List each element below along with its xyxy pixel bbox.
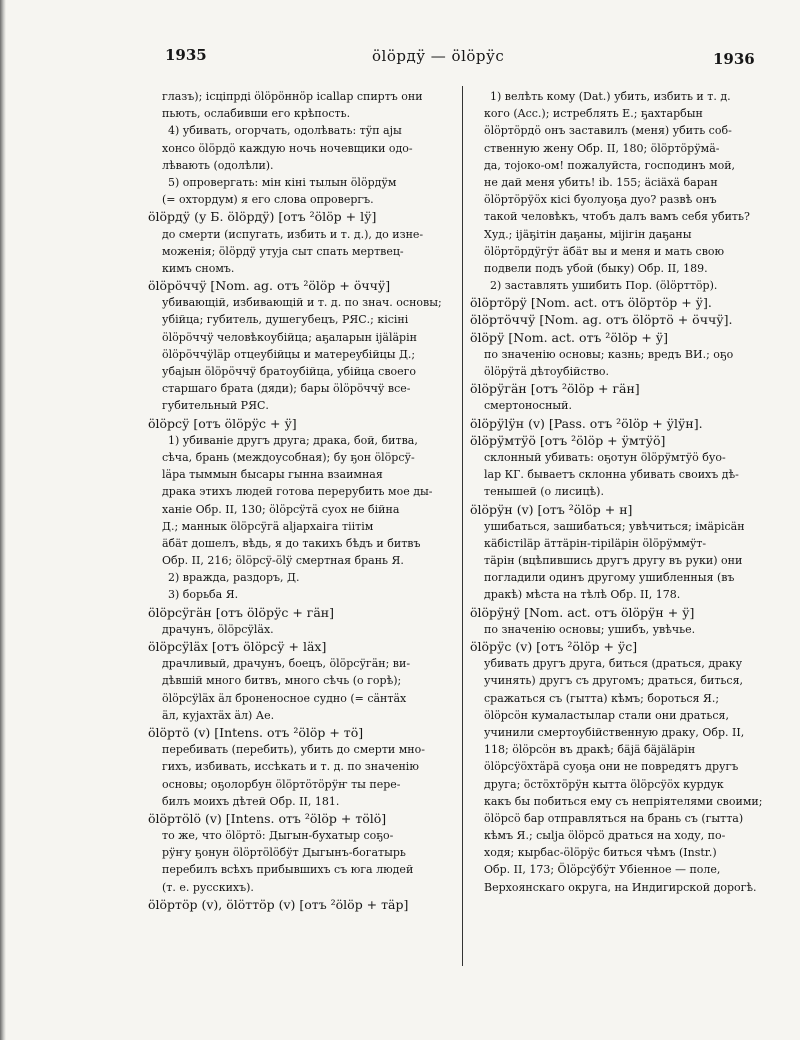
left-column	[148, 88, 454, 913]
entry-text-line: не дай меня убить! ib. 155; äсіäхä баран	[484, 175, 718, 189]
entry-headword-line: ӧlӧрсӱlӓх [отъ ӧlӧрсӱ + lӓх]	[148, 639, 327, 654]
entry-text-line: старшаго брата (дяди); бары ӧlӧрӧччӱ все-	[162, 382, 411, 396]
entry-text-line: lӓра тыммын бысары гынна взаимная	[162, 468, 383, 482]
entry-headword-line: ӧlӧрӱн (v) [отъ ²ӧlӧр + н]	[470, 501, 633, 517]
entry-text-line: до смерти (испугать, избить и т. д.), до изне-	[162, 227, 424, 241]
entry-text-line: тäрін (вцѣпившись другъ другу въ руки) они	[484, 554, 743, 568]
entry-text-line: учинили смертоубійственную драку, Обр. II,	[484, 725, 745, 739]
entry-text-line: подвели подъ убой (быку) Обр. II, 189.	[484, 261, 708, 275]
entry-text-line: (= охтордум) я его слова опровергъ.	[162, 193, 374, 207]
entry-text-line: гихъ, избивать, иссѣкать и т. д. по значенію	[162, 760, 419, 774]
entry-text-line: Верхоянскаго округа, на Индигирской дорогѣ.	[484, 880, 757, 894]
entry-text-line: склонный убивать: оҕотун ӧlӧрӱмтӱӧ буо-	[484, 450, 726, 464]
entry-text-line: ӧlӧртӧрдӧ онъ заставилъ (меня) убить соб-	[484, 124, 732, 138]
page-number-left: 1935	[165, 46, 207, 64]
entry-headword-line: ӧlӧртӧрӱ [Nom. act. отъ ӧlӧртӧр + ӱ].	[470, 295, 712, 311]
entry-text-line: 1) велѣть кому (Dat.) убить, избить и т. д.	[490, 90, 731, 103]
column-divider	[462, 86, 463, 966]
entry-text-line: друга; ӧстӧхтӧрӱн кытта ӧlӧрсӱӧх курдук	[484, 777, 724, 791]
entry-headword-line: ӧlӧртӧ (v) [Intens. отъ ²ӧlӧр + тӧ]	[148, 724, 364, 740]
entry-text-line: драчунъ, ӧlӧрсӱlӓх.	[162, 622, 274, 636]
entry-text-line: перебилъ всѣхъ прибывшихъ съ юга людей	[162, 863, 414, 877]
page-binding-shadow	[0, 0, 6, 1040]
entry-text-line: ӧlӧрсӧ бар отправляться на брань съ (гытта)	[484, 811, 744, 825]
entry-text-line: такой человѣкъ, чтобъ далъ вамъ себя убить?	[484, 210, 750, 224]
entry-text-line: ӧlӧрӱтӓ дѣтоубійство.	[484, 365, 610, 378]
entry-text-line: лѣвають (одолѣли).	[162, 158, 274, 172]
entry-text-line: ушибаться, зашибаться; увѣчиться; імäрісäн	[484, 519, 745, 533]
entry-text-line: дѣвшій много битвъ, много сѣчь (о горѣ);	[162, 674, 402, 688]
entry-text-line: Обр. II, 173; Ӧlӧрсӱбӱт Убіенное — поле,	[484, 863, 721, 877]
entry-headword-line: ӧlӧрӱ [Nom. act. отъ ²ӧlӧр + ӱ]	[470, 329, 669, 345]
entry-text-line: сражаться съ (гытта) кѣмъ; бороться Я.;	[484, 691, 720, 705]
entry-text-line: Обр. II, 216; ӧlӧрсӱ-ӧlӱ смертная брань Я.	[162, 554, 404, 568]
entry-text-line: ӧlӧрӧччӱ человѣкоубійца; аҕаларын іjäläрін	[162, 330, 417, 344]
entry-text-line: смертоносный.	[484, 399, 573, 413]
entry-text-line: lар КГ. бываетъ склонна убивать своихъ дѣ-	[484, 468, 739, 482]
entry-text-line: ӧlӧрсӱlӓх ӓл броненосное судно (= сӓнтӓх	[162, 691, 407, 705]
entry-text-line: сѣча, брань (междоусобная); бу ҕон ӧlӧрсӱ-	[162, 450, 415, 464]
entry-text-line: 3) борьба Я.	[168, 588, 239, 602]
entry-text-line: ходя; кырбас-ӧlӧрӱс биться чѣмъ (Instr.)	[484, 846, 717, 860]
entry-text-line: кäбістіläр äттäрін-тіріläрін ӧlӧрӱммӱт-	[484, 536, 707, 550]
entry-text-line: 2) заставлять ушибить Пор. (ӧlӧрттӧр).	[490, 279, 718, 293]
entry-headword-line: ӧlӧртӧр (v), ӧlӧттӧр (v) [отъ ²ӧlӧр + тӓр]	[148, 896, 409, 912]
entry-headword-line: ӧlӧртӧlӧ (v) [Intens. отъ ²ӧlӧр + тӧlӧ]	[148, 810, 387, 826]
entry-text-line: дракѣ) мѣста на тѣлѣ Обр. II, 178.	[484, 588, 681, 602]
entry-text-line: погладили одинъ другому ушибленныя (въ	[484, 571, 735, 585]
page-header	[0, 38, 800, 68]
entry-headword-line: ӧlӧрӧччӱ [Nom. ag. отъ ²ӧlӧр + ӧччӱ]	[148, 278, 391, 294]
entry-text-line: 118; ӧlӧрсӧн въ дракѣ; бäjä бäjäläрін	[484, 743, 696, 757]
entry-headword-line: ӧlӧрӱмтӱӧ [отъ ²ӧlӧр + ӱмтӱӧ]	[470, 432, 666, 448]
entry-headword-line: ӧlӧрдӱ (у Б. ӧlӧрдӱ) [отъ ²ӧlӧр + lӱ]	[148, 209, 377, 225]
entry-text-line: по значенію основы; ушибъ, увѣчье.	[484, 622, 696, 636]
entry-text-line: да, тојоко-ом! пожалуйста, господинъ мой,	[484, 158, 736, 172]
entry-text-line: пьють, ослабивши его крѣпость.	[162, 107, 351, 121]
entry-headword-line: ӧlӧрӱс (v) [отъ ²ӧlӧр + ӱс]	[470, 639, 638, 654]
entry-text-line: äбäт дошелъ, вѣдь, я до такихъ бѣдъ и битвъ	[162, 536, 421, 550]
entry-text-line: 4) убивать, огорчать, одолѣвать: тӱп аjы	[168, 124, 402, 138]
entry-headword-line: ӧlӧрӱнӱ [Nom. act. отъ ӧlӧрӱн + ӱ]	[470, 604, 695, 620]
entry-text-line: ӧlӧрсӱӧхтӓрӓ суоҕа они не повредятъ другъ	[484, 760, 739, 774]
entry-text-line: драка этихъ людей готова перерубить мое ды-	[162, 485, 433, 499]
entry-text-line: ханіе Обр. II, 130; ӧlӧрсӱтӓ суох не бійна	[162, 502, 400, 516]
entry-text-line: билъ моихъ дѣтей Обр. II, 181.	[162, 794, 340, 808]
entry-text-line: хонсо ӧlӧрдӧ каждую ночь ночевщики одо-	[162, 141, 413, 155]
entry-text-line: рӱҥу ҕонун ӧlӧртӧlӧбӱт Дыгынъ-богатырь	[162, 846, 406, 860]
entry-text-line: 1) убиваніе другъ друга; драка, бой, битва,	[168, 433, 418, 447]
entry-headword-line: ӧlӧрӱlӱн (v) [Pass. отъ ²ӧlӧр + ӱlӱн].	[470, 415, 703, 431]
entry-text-line: моженія; ӧlӧрдӱ утуја сыт спать мертвец-	[162, 244, 404, 258]
entry-text-line: по значенію основы; казнь; вредъ ВИ.; оҕо	[484, 347, 734, 361]
running-title: ӧlӧрдӱ — ӧlӧрӱс	[372, 47, 505, 65]
entry-text-line: кого (Acc.); истреблять Е.; ҕахтарбын	[484, 107, 703, 121]
entry-text-line: убійца; губитель, душегубецъ, РЯС.; кісіні	[162, 313, 409, 327]
page-number-right: 1936	[713, 50, 755, 68]
entry-headword-line: ӧlӧрсӱ [отъ ӧlӧрӱс + ӱ]	[148, 415, 297, 431]
entry-text-line: ӧlӧрӧччӱlӓр отцеубійцы и матереубійцы Д.;	[162, 347, 416, 361]
entry-text-line: убаjын ӧlӧрӧччӱ братоубійца, убійца своего	[162, 365, 417, 378]
entry-text-line: то же, что ӧlӧртӧ: Дыгын-бухатыр соҕо-	[162, 829, 394, 843]
entry-text-line: какъ бы побиться ему съ непріятелями своими;	[484, 794, 763, 808]
entry-text-line: губительный РЯС.	[162, 399, 269, 413]
entry-text-line: 5) опровергать: мін кіні тылын ӧlӧрдӱм	[168, 175, 397, 189]
entry-text-line: основы; оҕолорбун ӧlӧртӧтӧрӱҥ ты пере-	[162, 777, 401, 791]
entry-text-line: кѣмъ Я.; сыlја ӧlӧрсӧ драться на ходу, по-	[484, 829, 726, 843]
entry-text-line: учинять) другъ съ другомъ; драться, биться,	[484, 674, 744, 688]
entry-text-line: ӧlӧртӧрӱӧх кісі буолуоҕа дуо? развѣ онъ	[484, 193, 717, 207]
entry-text-line: ӧlӧрсӧн кумаластылар стали они драться,	[484, 708, 729, 722]
entry-text-line: Худ.; іjäҕітін даҕаны, міjігін даҕаны	[484, 227, 692, 241]
entry-headword-line: ӧlӧрсӱгӓн [отъ ӧlӧрӱс + гӓн]	[148, 604, 334, 620]
entry-text-line: убивающій, избивающій и т. д. по знач. основы;	[162, 296, 442, 310]
entry-text-line: глазъ); ісціпрді ӧlӧрӧннӧр ісаllар спиртъ они	[162, 90, 423, 103]
right-column	[470, 88, 770, 896]
entry-text-line: ственную жену Обр. II, 180; ӧlӧртӧрӱмӓ-	[484, 141, 720, 155]
entry-text-line: (т. е. русскихъ).	[162, 880, 254, 894]
entry-text-line: ӧlӧртӧрдӱгӱт äбäт вы и меня и мать свою	[484, 244, 725, 258]
entry-text-line: ӓл, куjахтӓх ӓл) Ае.	[162, 708, 275, 722]
entry-headword-line: ӧlӧрӱгӓн [отъ ²ӧlӧр + гӓн]	[470, 381, 640, 397]
entry-text-line: Д.; маннык ӧlӧрсӱгӓ аljархаiга тіітім	[162, 519, 374, 533]
entry-text-line: убивать другъ друга, биться (драться, драку	[484, 657, 743, 671]
entry-text-line: перебивать (перебить), убить до смерти мно-	[162, 743, 425, 757]
entry-headword-line: ӧlӧртӧччӱ [Nom. ag. отъ ӧlӧртӧ + ӧччӱ].	[470, 312, 733, 328]
entry-text-line: 2) вражда, раздоръ, Д.	[168, 571, 300, 585]
entry-text-line: тенышей (о лисицѣ).	[484, 485, 604, 499]
entry-text-line: драчливый, драчунъ, боецъ, ӧlӧрсӱгӓн; ви-	[162, 657, 411, 671]
entry-text-line: кимъ сномъ.	[162, 261, 235, 275]
